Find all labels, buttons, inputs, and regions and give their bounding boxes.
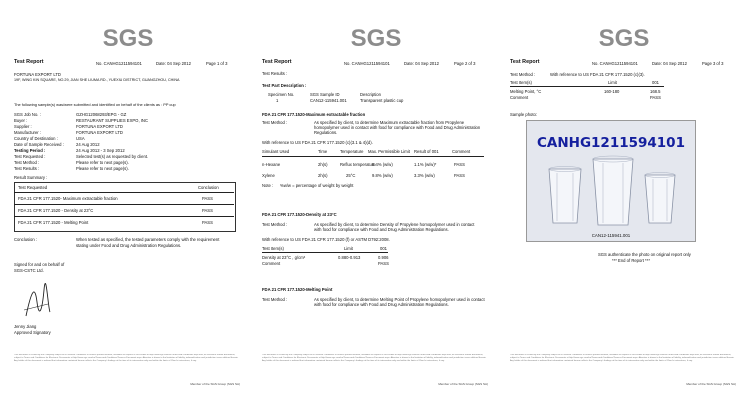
client-address: 19F, WING KIN SQUARE, NO.29, JIAN SHE LIUMA RD., YUEXIU DISTRICT, GUANGZHOU, CHINA bbox=[14, 78, 180, 82]
page-number: Page 2 of 3 bbox=[454, 61, 476, 66]
report-date: Date: 04 Sep 2012 bbox=[404, 61, 439, 66]
terms-footer: This document is issued by the Company subject to its General Conditions of Service printed overleaf, available on request or accessible at http://www.sgs.com/en/Terms-and-Conditions.aspx and, for electronic format documents, subject to Terms and Conditions for Electronic Documents at http://www.sgs.com/en/Terms-and-Conditions/Terms-e-Document.aspx. Attention is drawn to the limitation of liability, indemnification and jurisdiction issues defined therein. Any holder of this document is advised that information contained hereon reflects the Company's findings at the time of its intervention only and within the limits of Client's instructions, if any. bbox=[510, 354, 735, 362]
extraction-cell: PASS bbox=[454, 162, 465, 167]
extraction-cell: Xylene bbox=[262, 173, 275, 178]
member-note: Member of the SGS Group (SGS SA) bbox=[686, 382, 736, 386]
field-value: FORTUNA EXPORT LTD bbox=[76, 130, 123, 135]
table-header-rule bbox=[262, 252, 388, 253]
method-label: Test Method : bbox=[510, 72, 536, 77]
summary-header: Conclusion bbox=[198, 185, 219, 190]
summary-cell: FDA 21 CFR 177.1520 - Density at 23°C bbox=[18, 208, 94, 213]
photo-report-number: CANHG1211594101 bbox=[537, 135, 685, 151]
report-number: No. CANHG1211594101 bbox=[592, 61, 638, 66]
method-text: with food for compliance with Food and Drug Administration Regulations. bbox=[314, 302, 449, 307]
svg-text:SGS: SGS bbox=[350, 25, 402, 52]
spec-cell: 1 bbox=[276, 98, 279, 103]
spec-cell: Transparent plastic cup bbox=[360, 98, 404, 103]
signed-for: Signed for and on behalf of bbox=[14, 262, 65, 267]
result-summary-label: Result Summary : bbox=[14, 175, 48, 180]
report-date: Date: 04 Sep 2012 bbox=[156, 61, 191, 66]
signatory-name: Jenny Jiang bbox=[14, 324, 37, 329]
density-header: Limit bbox=[344, 246, 353, 251]
mp-header: 001 bbox=[652, 80, 659, 85]
sgs-logo bbox=[102, 22, 154, 52]
extraction-cell: 3.3% (w/w) bbox=[414, 173, 435, 178]
note-label: Note : bbox=[262, 183, 274, 188]
authenticate-note: SGS authenticate the photo on original report only bbox=[598, 252, 691, 257]
extraction-cell: 6.4% (w/w) bbox=[372, 162, 393, 167]
mp-cell: Comment bbox=[510, 95, 529, 100]
report-page-1 bbox=[10, 12, 246, 390]
extraction-cell: 1.1% (w/w)* bbox=[414, 162, 437, 167]
summary-cell: PASS bbox=[202, 220, 213, 225]
density-cell: 0.906 bbox=[378, 255, 389, 260]
summary-cell: PASS bbox=[202, 196, 213, 201]
method-reference: With reference to US FDA 21 CFR 177.1520 (c)(3.1 & 4)(d). bbox=[262, 140, 373, 145]
density-cell: Comment bbox=[262, 261, 281, 266]
method-text: With reference to US FDA 21 CFR 177.1520 (c)(3). bbox=[550, 72, 645, 77]
member-note: Member of the SGS Group (SGS SA) bbox=[190, 382, 240, 386]
spec-header: SGS Sample ID bbox=[310, 92, 340, 97]
extraction-header: Result of 001 bbox=[414, 149, 439, 154]
mp-header: Test Item(s) bbox=[510, 80, 532, 85]
method-text: As specified by client, to determine Melting Point of Propylene homopolymer used in contact bbox=[314, 297, 485, 302]
report-number: No. CANHG1211594101 bbox=[344, 61, 390, 66]
spec-header: Specimen No. bbox=[268, 92, 295, 97]
section-title: FDA 21 CFR 177.1520-Density at 23°C bbox=[262, 212, 337, 217]
field-label: Test Results : bbox=[14, 166, 40, 171]
extraction-cell: 25°C bbox=[346, 173, 356, 178]
method-text: As specified by client, to determine Density of Propylene homopolymer used in contact bbox=[314, 222, 475, 227]
sample-photo-label: Sample photo: bbox=[510, 112, 538, 117]
report-date: Date: 04 Sep 2012 bbox=[652, 61, 687, 66]
handwritten-signature bbox=[22, 282, 52, 322]
field-label: Manufacturer : bbox=[14, 130, 41, 135]
density-cell: Density at 23°C , g/cm³ bbox=[262, 255, 306, 260]
summary-divider bbox=[14, 204, 234, 205]
field-label: Test Requested : bbox=[14, 154, 46, 159]
svg-text:SGS: SGS bbox=[598, 25, 650, 52]
table-header-rule bbox=[510, 86, 664, 87]
summary-header: Test Requested bbox=[18, 185, 48, 190]
density-cell: PASS bbox=[378, 261, 389, 266]
extraction-header: Simulant Used bbox=[262, 149, 290, 154]
section-title: FDA 21 CFR 177.1520-Melting Point bbox=[262, 287, 333, 292]
extraction-header: Max. Permissible Limit bbox=[368, 149, 410, 154]
field-value: RESTAURANT SUPPLIES EXPO, INC bbox=[76, 118, 148, 123]
extraction-header: Time bbox=[318, 149, 328, 154]
mp-header: Limit bbox=[608, 80, 617, 85]
field-label: Date of Sample Received : bbox=[14, 142, 64, 147]
page-number: Page 3 of 3 bbox=[702, 61, 724, 66]
field-value: FORTUNA EXPORT LTD bbox=[76, 124, 123, 129]
field-label: Test Method : bbox=[14, 160, 40, 165]
terms-footer: This document is issued by the Company subject to its General Conditions of Service printed overleaf, available on request or accessible at http://www.sgs.com/en/Terms-and-Conditions.aspx and, for electronic format documents, subject to Terms and Conditions for Electronic Documents at http://www.sgs.com/en/Terms-and-Conditions/Terms-e-Document.aspx. Attention is drawn to the limitation of liability, indemnification and jurisdiction issues defined therein. Any holder of this document is advised that information contained hereon reflects the Company's findings at the time of its intervention only and within the limits of Client's instructions, if any. bbox=[14, 354, 239, 362]
mp-cell: 160-180 bbox=[604, 89, 620, 94]
test-report-title: Test Report bbox=[510, 59, 540, 65]
method-label: Test Method : bbox=[262, 297, 288, 302]
terms-footer: This document is issued by the Company subject to its General Conditions of Service printed overleaf, available on request or accessible at http://www.sgs.com/en/Terms-and-Conditions.aspx and, for electronic format documents, subject to Terms and Conditions for Electronic Documents at http://www.sgs.com/en/Terms-and-Conditions/Terms-e-Document.aspx. Attention is drawn to the limitation of liability, indemnification and jurisdiction issues defined therein. Any holder of this document is advised that information contained hereon reflects the Company's findings at the time of its intervention only and within the limits of Client's instructions, if any. bbox=[262, 354, 487, 362]
extraction-cell: PASS bbox=[454, 173, 465, 178]
extraction-cell: 9.8% (w/w) bbox=[372, 173, 393, 178]
field-label: Supplier : bbox=[14, 124, 32, 129]
test-part-desc-label: Test Part Description : bbox=[262, 83, 307, 88]
report-number: No. CANHG1211594101 bbox=[96, 61, 142, 66]
page-number: Page 1 of 3 bbox=[206, 61, 228, 66]
method-reference: With reference to US FDA 21 CFR 177.1520 (f) or ASTM D792:2008. bbox=[262, 237, 390, 242]
field-value: 24 Aug 2012 - 3 Sep 2012 bbox=[76, 148, 125, 153]
density-cell: 0.880-0.913 bbox=[338, 255, 361, 260]
sgs-logo bbox=[350, 22, 402, 52]
spec-header: Description bbox=[360, 92, 381, 97]
field-value: 24 Aug 2012 bbox=[76, 142, 100, 147]
summary-cell: PASS bbox=[202, 208, 213, 213]
mp-cell: 168.5 bbox=[650, 89, 661, 94]
conclusion-text: stating under Food and Drug Administration Regulations. bbox=[76, 243, 182, 248]
field-label: Country of Destination : bbox=[14, 136, 58, 141]
summary-cell: FDA 21 CFR 177.1520 - Melting Point bbox=[18, 220, 89, 225]
extraction-header: Comment bbox=[452, 149, 471, 154]
table-header-rule bbox=[262, 156, 484, 157]
sample-photo bbox=[526, 120, 696, 242]
intro-text: The following sample(s) was/were submitted and identified on behalf of the clients as : PP cup bbox=[14, 102, 176, 107]
method-text: As specified by client, to determine Maximum extractable fraction from Propylene bbox=[314, 120, 465, 125]
note-text: %w/w = percentage of weight by weight bbox=[280, 183, 354, 188]
field-value: GZHG12068293/EPG - GZ bbox=[76, 112, 127, 117]
extraction-cell: n-Hexane bbox=[262, 162, 281, 167]
end-of-report: *** End of Report *** bbox=[612, 258, 650, 263]
section-title: FDA 21 CFR 177.1520-Maximum extractable fraction bbox=[262, 112, 366, 117]
method-text: Regulations. bbox=[314, 130, 338, 135]
field-value: USA bbox=[76, 136, 85, 141]
signed-company: SGS-CSTC Ltd. bbox=[14, 268, 44, 273]
member-note: Member of the SGS Group (SGS SA) bbox=[438, 382, 488, 386]
field-value: Selected test(s) as requested by client. bbox=[76, 154, 149, 159]
mp-cell: Melting Point, °C bbox=[510, 89, 542, 94]
method-label: Test Method : bbox=[262, 120, 288, 125]
test-report-title: Test Report bbox=[262, 59, 292, 65]
sgs-logo bbox=[598, 22, 650, 52]
summary-divider bbox=[14, 192, 234, 193]
method-text: homopolymer used in contact with food for compliance with Food and Drug Administration bbox=[314, 125, 481, 130]
density-header: 001 bbox=[380, 246, 387, 251]
client-name: FORTUNA EXPORT LTD bbox=[14, 72, 61, 77]
method-label: Test Method : bbox=[262, 222, 288, 227]
conclusion-text: When tested as specified, the tested parameters comply with the requirement bbox=[76, 237, 220, 242]
signatory-title: Approved Signatory bbox=[14, 330, 51, 335]
extraction-cell: Reflux temperature bbox=[340, 162, 376, 167]
field-value: Please refer to next page(s). bbox=[76, 166, 129, 171]
report-page-3 bbox=[506, 12, 742, 390]
density-header: Test Item(s) bbox=[262, 246, 284, 251]
svg-text:SGS: SGS bbox=[102, 25, 154, 52]
extraction-cell: 2h(s) bbox=[318, 162, 328, 167]
plastic-cups-image bbox=[541, 151, 681, 227]
field-label: Testing Period : bbox=[14, 148, 46, 153]
extraction-cell: 2h(s) bbox=[318, 173, 328, 178]
method-text: with food for compliance with Food and Drug Administration Regulations. bbox=[314, 227, 449, 232]
mp-cell: PASS bbox=[650, 95, 661, 100]
report-page-2 bbox=[258, 12, 494, 390]
conclusion-label: Conclusion : bbox=[14, 237, 38, 242]
field-value: Please refer to next page(s). bbox=[76, 160, 129, 165]
field-label: SGS Job No. : bbox=[14, 112, 41, 117]
test-report-title: Test Report bbox=[14, 59, 44, 65]
extraction-header: Temperature bbox=[340, 149, 364, 154]
spec-cell: CAN12-115941.001 bbox=[310, 98, 347, 103]
summary-cell: FDA 21 CFR 177.1520- Maximum extractable fraction bbox=[18, 196, 118, 201]
photo-caption: CAN12-115941.001 bbox=[591, 233, 631, 238]
field-label: Buyer : bbox=[14, 118, 28, 123]
summary-divider bbox=[14, 216, 234, 217]
test-results-label: Test Results : bbox=[262, 71, 288, 76]
